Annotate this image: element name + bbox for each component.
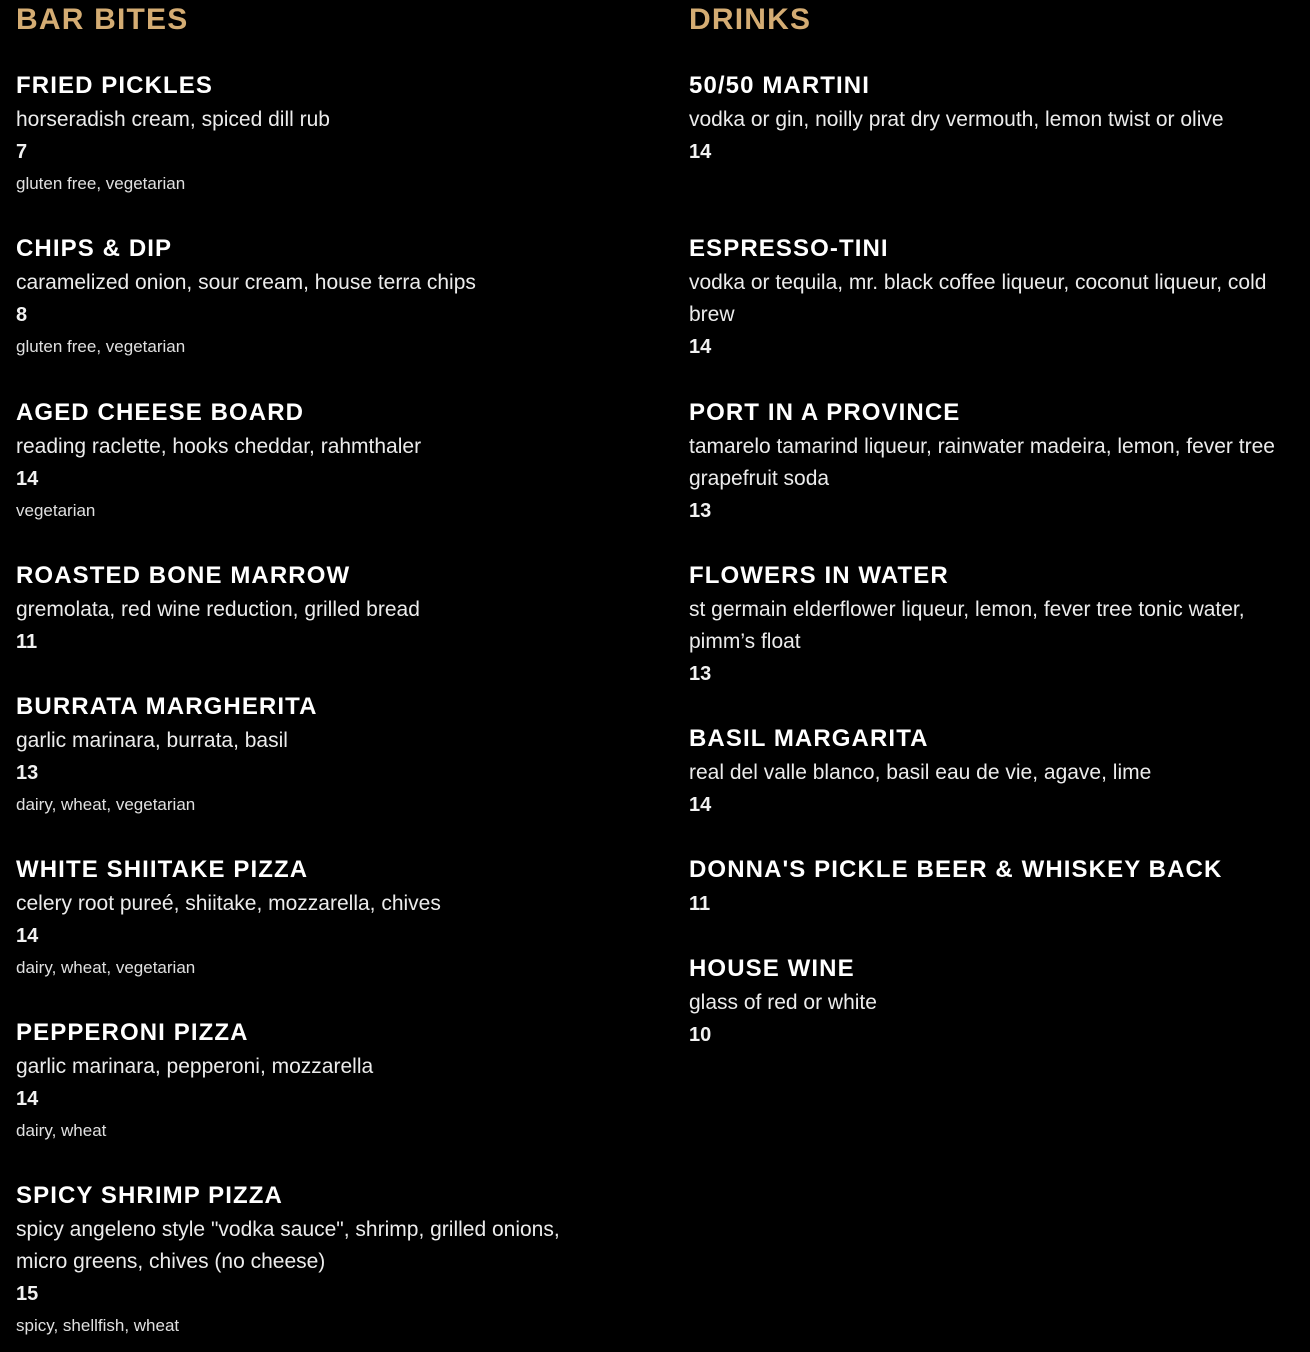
menu-item xyxy=(16,1182,616,1336)
item-price: 11 xyxy=(16,631,38,653)
item-description: vodka or tequila, mr. black coffee liqueur, coconut liqueur, cold brew xyxy=(689,271,1267,326)
item-price: 10 xyxy=(689,1024,712,1046)
menu-item xyxy=(16,562,616,658)
item-description: reading raclette, hooks cheddar, rahmthaler xyxy=(16,435,422,458)
menu-item xyxy=(16,72,616,194)
item-price: 14 xyxy=(689,336,712,358)
item-price: 14 xyxy=(16,468,39,490)
menu-item xyxy=(689,399,1289,527)
menu-item xyxy=(16,1019,616,1141)
item-name: PEPPERONI PIZZA xyxy=(16,1019,249,1046)
item-description: caramelized onion, sour cream, house terra chips xyxy=(16,271,476,294)
item-tags: dairy, wheat, vegetarian xyxy=(16,795,196,814)
item-description: glass of red or white xyxy=(689,991,877,1014)
item-tags: gluten free, vegetarian xyxy=(16,337,186,356)
item-tags: gluten free, vegetarian xyxy=(16,174,186,193)
item-name: BURRATA MARGHERITA xyxy=(16,693,318,720)
item-price: 11 xyxy=(689,893,711,915)
item-description: vodka or gin, noilly prat dry vermouth, lemon twist or olive xyxy=(689,108,1224,131)
menu-item xyxy=(689,562,1289,690)
item-name: ROASTED BONE MARROW xyxy=(16,562,351,589)
item-price: 14 xyxy=(689,141,712,163)
item-description: gremolata, red wine reduction, grilled bread xyxy=(16,598,420,621)
item-description: garlic marinara, pepperoni, mozzarella xyxy=(16,1055,374,1078)
item-name: DONNA'S PICKLE BEER & WHISKEY BACK xyxy=(689,856,1223,883)
item-description: garlic marinara, burrata, basil xyxy=(16,729,288,752)
item-tags: spicy, shellfish, wheat xyxy=(16,1316,180,1335)
item-price: 13 xyxy=(689,500,712,522)
item-price: 14 xyxy=(16,1088,39,1110)
menu-item xyxy=(689,725,1289,821)
item-price: 13 xyxy=(16,762,39,784)
item-description: horseradish cream, spiced dill rub xyxy=(16,108,330,131)
item-name: SPICY SHRIMP PIZZA xyxy=(16,1182,283,1209)
menu-item xyxy=(689,72,1289,168)
item-price: 7 xyxy=(16,141,28,163)
menu-item xyxy=(689,235,1289,363)
item-tags: dairy, wheat xyxy=(16,1121,107,1140)
item-name: HOUSE WINE xyxy=(689,955,855,982)
menu-item xyxy=(689,955,1289,1051)
item-name: FLOWERS IN WATER xyxy=(689,562,949,589)
item-price: 13 xyxy=(689,663,712,685)
item-tags: vegetarian xyxy=(16,501,96,520)
item-price: 8 xyxy=(16,304,28,326)
item-name: AGED CHEESE BOARD xyxy=(16,399,305,426)
menu-item xyxy=(689,856,1289,920)
item-tags: dairy, wheat, vegetarian xyxy=(16,958,196,977)
item-description: real del valle blanco, basil eau de vie, agave, lime xyxy=(689,761,1152,784)
item-description: celery root pureé, shiitake, mozzarella, chives xyxy=(16,892,441,915)
item-name: BASIL MARGARITA xyxy=(689,725,929,752)
item-price: 14 xyxy=(689,794,712,816)
menu-item xyxy=(16,399,616,521)
menu-item xyxy=(16,693,616,815)
item-description: spicy angeleno style "vodka sauce", shrimp, grilled onions, micro greens, chives (no cheese) xyxy=(16,1218,560,1273)
item-description: st germain elderflower liqueur, lemon, fever tree tonic water, pimm’s float xyxy=(689,598,1245,653)
bar-bites-heading: BAR BITES xyxy=(16,3,189,36)
item-name: CHIPS & DIP xyxy=(16,235,173,262)
item-name: ESPRESSO-TINI xyxy=(689,235,889,262)
menu-item xyxy=(16,235,616,357)
item-price: 14 xyxy=(16,925,39,947)
item-price: 15 xyxy=(16,1283,39,1305)
item-name: PORT IN A PROVINCE xyxy=(689,399,961,426)
item-name: WHITE SHIITAKE PIZZA xyxy=(16,856,309,883)
menu-item xyxy=(16,856,616,978)
item-description: tamarelo tamarind liqueur, rainwater madeira, lemon, fever tree grapefruit soda xyxy=(689,435,1275,490)
item-name: 50/50 MARTINI xyxy=(689,72,871,99)
drinks-heading: DRINKS xyxy=(689,3,812,36)
item-name: FRIED PICKLES xyxy=(16,72,213,99)
